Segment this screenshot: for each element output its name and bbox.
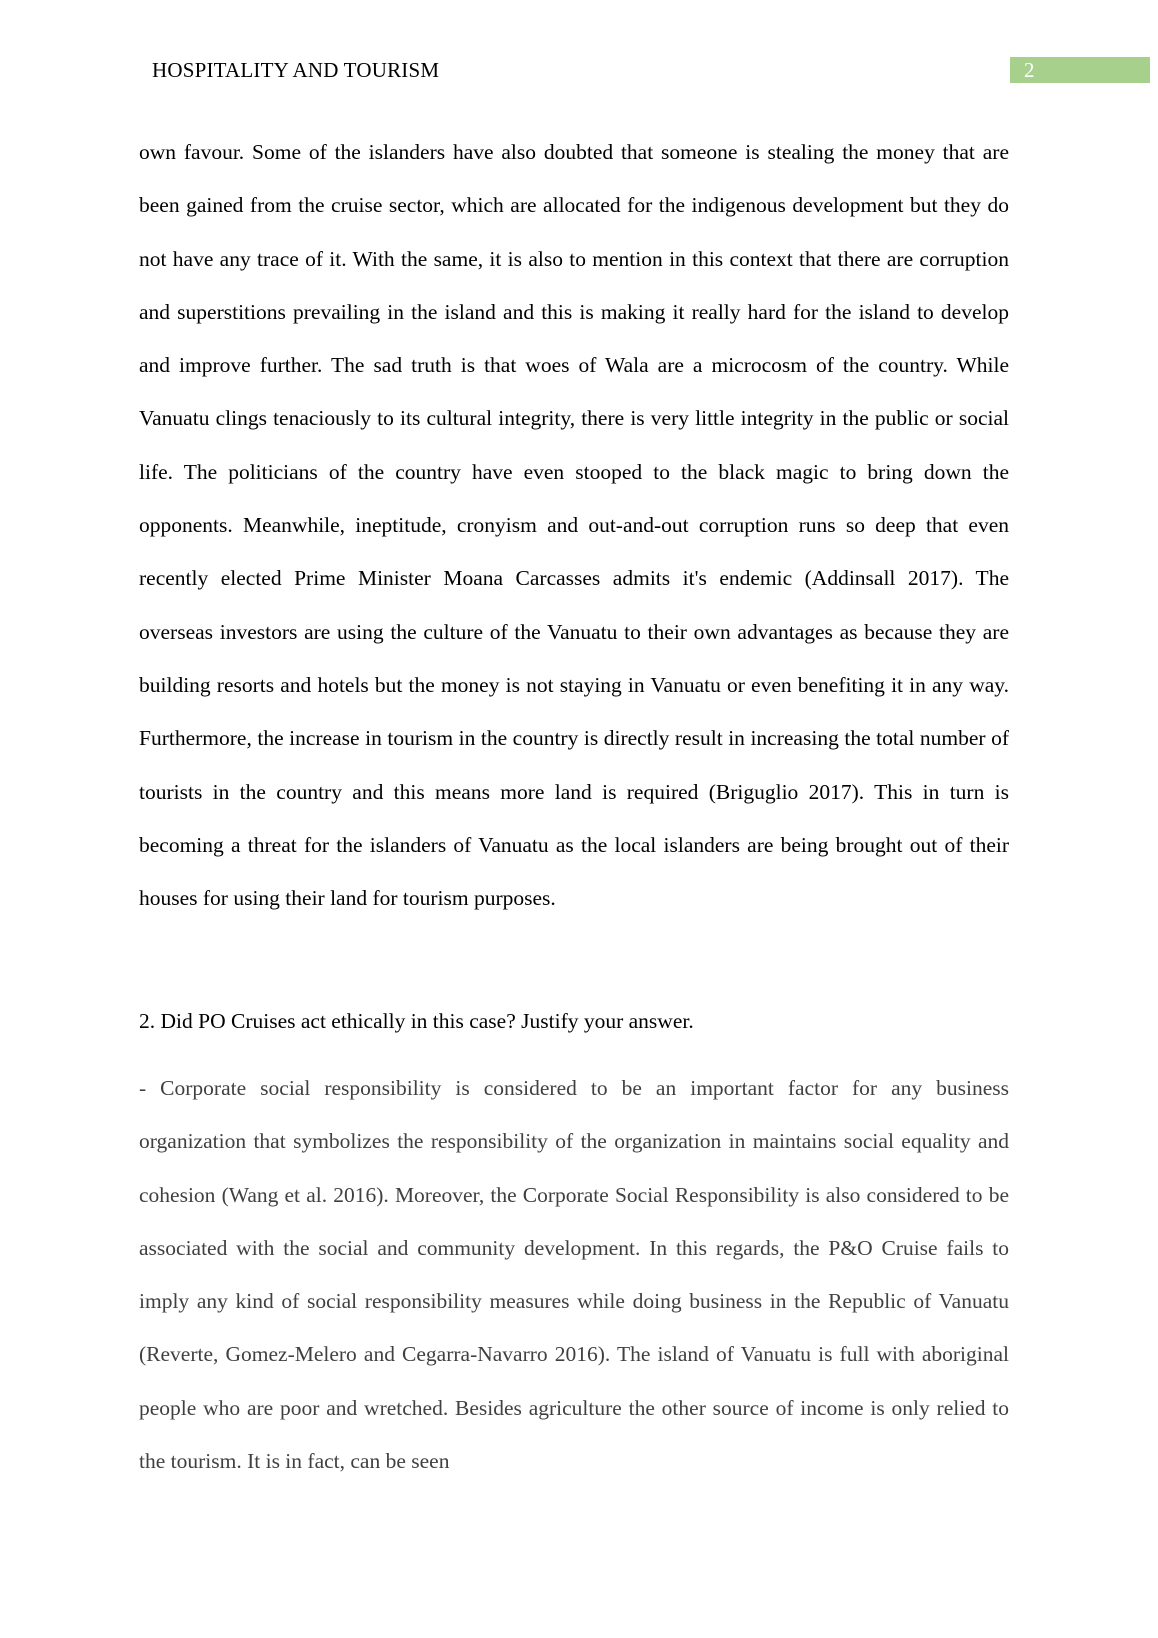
page-number: 2 [1024,58,1035,82]
answer-paragraph: - Corporate social responsibility is considered to be an important factor for any business organization that symbolizes the responsibility of the organization in maintains social equality and cohesion (Wang et al. 2016). Moreover, the Corporate Social Responsibility is also considered to be associated with the social and community development. In this regards, the P&O Cruise fails to imply any kind of social responsibility measures while doing business in the Republic of Vanuatu (Reverte, Gomez-Melero and Cegarra-Navarro 2016). The island of Vanuatu is full with aboriginal people who are poor and wretched. Besides agriculture the other source of income is only relied to the tourism. It is in fact, can be seen [139,1076,1009,1474]
header-title: HOSPITALITY AND TOURISM [152,58,440,82]
body-paragraph: own favour. Some of the islanders have also doubted that someone is stealing the money that are been gained from the cruise sector, which are allocated for the indigenous development but they do not have any trace of it. With the same, it is also to mention in this context that there are corruption and superstitions prevailing in the island and this is making it really hard for the island to develop and improve further. The sad truth is that woes of Wala are a microcosm of the country. While Vanuatu clings tenaciously to its cultural integrity, there is very little integrity in the public or social life. The politicians of the country have even stooped to the black magic to bring down the opponents. Meanwhile, ineptitude, cronyism and out-and-out corruption runs so deep that even recently elected Prime Minister Moana Carcasses admits it's endemic (Addinsall 2017). The overseas investors are using the culture of the Vanuatu to their own advantages as because they are building resorts and hotels but the money is not staying in Vanuatu or even benefiting it in any way. Furthermore, the increase in tourism in the country is directly result in increasing the total number of tourists in the country and this means more land is required (Briguglio 2017). This in turn is becoming a threat for the islanders of Vanuatu as the local islanders are being brought out of their houses for using their land for tourism purposes. [139,140,1009,911]
question-heading: 2. Did PO Cruises act ethically in this case? Justify your answer. [139,1009,694,1033]
page-number-box [1010,57,1150,83]
